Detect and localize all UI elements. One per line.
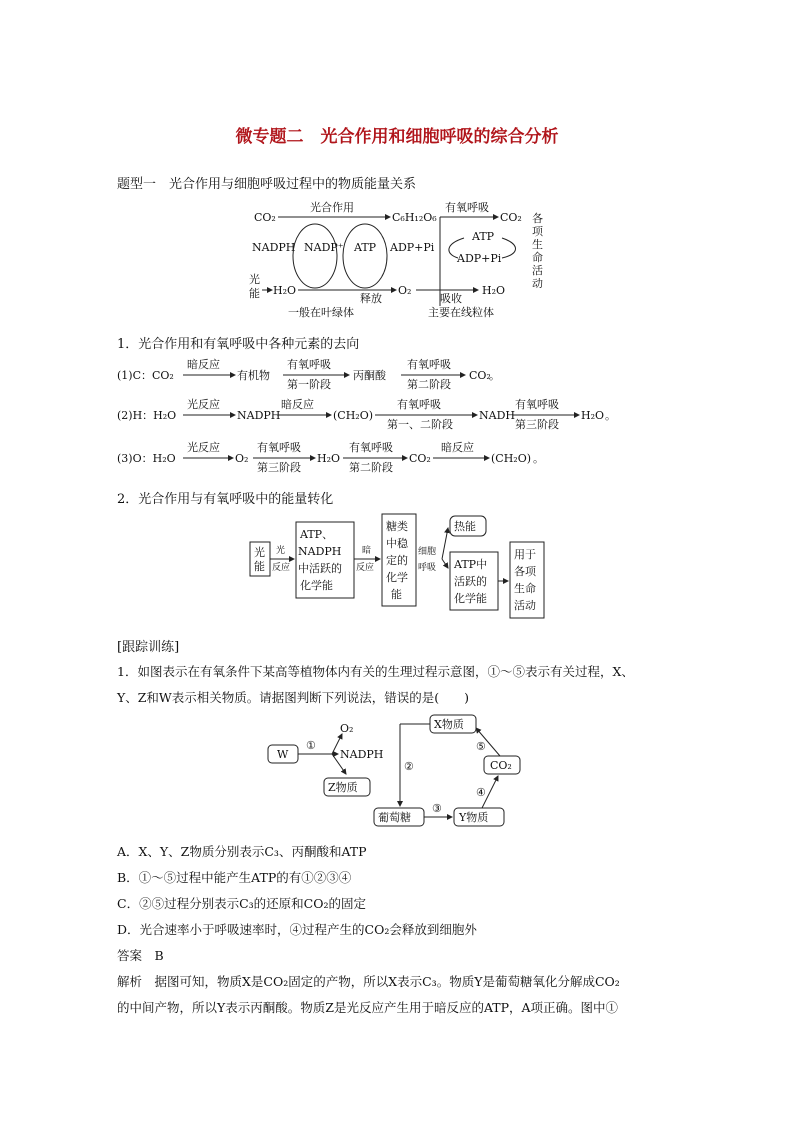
h-a3-bottom: 第一、二阶段: [387, 418, 453, 431]
d1-photosynthesis: 光合作用: [310, 201, 354, 214]
h-a3-top: 有氧呼吸: [397, 398, 441, 411]
d2-glucose: 葡萄糖: [378, 811, 411, 824]
c-s3: CO₂: [469, 369, 491, 382]
flow-use-box-2: 生命: [514, 582, 536, 595]
c-a3-top: 有氧呼吸: [407, 358, 451, 371]
d1-activity-5: 动: [532, 277, 543, 290]
d2-co2: CO₂: [490, 759, 512, 772]
d1-release: 释放: [360, 292, 382, 305]
d2-n3: ③: [432, 802, 442, 815]
option-b[interactable]: B．①～⑤过程中能产生ATP的有①②③④: [117, 870, 352, 885]
o-a4-top: 暗反应: [441, 441, 474, 454]
c-a2-top: 有氧呼吸: [287, 358, 331, 371]
c-end: 。: [489, 369, 500, 382]
o-s4: (CH₂O): [491, 452, 532, 465]
item2-heading: 2．光合作用与有氧呼吸中的能量转化: [117, 492, 334, 507]
d1-activity-3: 命: [532, 251, 543, 264]
d1-nadph: NADPH: [252, 241, 296, 254]
flow-box3-4: 能: [391, 588, 402, 601]
h-label: (2)H：H₂O: [117, 409, 177, 422]
flow-use-box-0: 用于: [514, 548, 536, 561]
d2-y: Y物质: [459, 811, 489, 824]
o-end: 。: [533, 452, 544, 465]
d1-light2: 能: [249, 287, 260, 300]
h-a2-top: 暗反应: [281, 398, 314, 411]
c-a3-bottom: 第二阶段: [407, 378, 451, 391]
analysis-line-1: 解析 据图可知，物质X是CO₂固定的产物，所以X表示C₃。物质Y是葡萄糖氧化分解成CO₂: [117, 974, 620, 989]
option-a[interactable]: A．X、Y、Z物质分别表示C₃、丙酮酸和ATP: [117, 844, 367, 859]
o-a3-bottom: 第二阶段: [349, 461, 393, 474]
question-1-diagram: [262, 712, 542, 830]
question-1-line-1: 1．如图表示在有氧条件下某高等植物体内有关的生理过程示意图，①～⑤表示有关过程，X、: [117, 664, 634, 679]
o-a2-top: 有氧呼吸: [257, 441, 301, 454]
flow-box2-1: NADPH: [298, 545, 342, 558]
d1-mitochondria: 主要在线粒体: [428, 306, 494, 319]
d1-adp2: ADP+Pi: [457, 252, 502, 265]
o-s2: H₂O: [317, 452, 341, 465]
o-s1: O₂: [235, 452, 249, 465]
flow-atp-box-1: 活跃的: [454, 575, 487, 588]
o-label: (3)O：H₂O: [117, 452, 176, 465]
flow-atp-box-2: 化学能: [454, 592, 487, 605]
flow-arrow2-0: 暗: [362, 546, 372, 556]
h-s3: NADH: [479, 409, 515, 422]
h-a4-bottom: 第三阶段: [515, 418, 559, 431]
flow-box2-2: 中活跃的: [298, 562, 342, 575]
flow-use-box-1: 各项: [514, 565, 536, 578]
o-s3: CO₂: [409, 452, 431, 465]
h-s4: H₂O: [581, 409, 605, 422]
flow-arrow2-1: 反应: [356, 563, 375, 573]
item1-heading: 1．光合作用和有氧呼吸中各种元素的去向: [117, 337, 360, 352]
option-d[interactable]: D．光合速率小于呼吸速率时，④过程产生的CO₂会释放到细胞外: [117, 922, 477, 937]
o-a3-top: 有氧呼吸: [349, 441, 393, 454]
d2-n1: ①: [306, 739, 316, 752]
h-a1-top: 光反应: [187, 398, 220, 411]
d2-n2: ②: [404, 760, 414, 773]
flow-box2-3: 化学能: [300, 579, 333, 592]
analysis-line-2: 的中间产物，所以Y表示丙酮酸。物质Z是光反应产生用于暗反应的ATP，A项正确。图中①: [117, 1000, 619, 1015]
flow-box3-2: 定的: [386, 554, 408, 567]
c-label: (1)C：CO₂: [117, 369, 174, 382]
d2-nadph: NADPH: [340, 748, 384, 761]
flow-arrow3-1: 呼吸: [418, 563, 437, 573]
flow-box3-3: 化学: [386, 571, 408, 584]
training-heading: [跟踪训练]: [117, 640, 180, 655]
d1-activity-1: 项: [532, 225, 543, 238]
element-pathways: [117, 352, 637, 482]
d1-activity-4: 活: [532, 264, 543, 277]
flow-box3-1: 中稳: [386, 537, 408, 550]
d1-atp: ATP: [354, 241, 377, 254]
energy-flow-diagram: [246, 510, 556, 622]
d1-glucose: C₆H₁₂O₆: [392, 211, 437, 224]
d2-o2: O₂: [340, 722, 354, 735]
o-a2-bottom: 第三阶段: [257, 461, 301, 474]
d1-adp: ADP+Pi: [390, 241, 435, 254]
d2-n4: ④: [476, 786, 486, 799]
flow-box3-0: 糖类: [386, 520, 408, 533]
d1-co2-right: CO₂: [500, 211, 522, 224]
h-a4-top: 有氧呼吸: [515, 398, 559, 411]
page-title: 微专题二 光合作用和细胞呼吸的综合分析: [235, 127, 559, 147]
d1-chloroplast: 一般在叶绿体: [288, 306, 354, 319]
c-a2-bottom: 第一阶段: [287, 378, 331, 391]
d1-nadp: NADP⁺: [304, 241, 344, 254]
d1-activity-0: 各: [532, 212, 543, 225]
c-s2: 丙酮酸: [353, 369, 386, 382]
d2-w: W: [277, 748, 289, 761]
o-a1-top: 光反应: [187, 441, 220, 454]
d2-x: X物质: [434, 718, 464, 731]
question-1-line-2: Y、Z和W表示相关物质。请据图判断下列说法，错误的是( ): [117, 690, 470, 705]
d1-atp2: ATP: [472, 230, 495, 243]
flow-arrow1-1: 反应: [272, 563, 291, 573]
h-s2: (CH₂O): [333, 409, 374, 422]
d1-o2: O₂: [398, 284, 412, 297]
section-heading-1: 题型一 光合作用与细胞呼吸过程中的物质能量关系: [117, 177, 417, 192]
d1-h2o-left: H₂O: [273, 284, 297, 297]
h-end: 。: [605, 409, 616, 422]
flow-arrow3-0: 细胞: [418, 547, 437, 557]
flow-box2-0: ATP、: [300, 528, 334, 541]
c-s1: 有机物: [237, 369, 270, 382]
option-c[interactable]: C．②⑤过程分别表示C₃的还原和CO₂的固定: [117, 896, 366, 911]
answer: 答案 B: [117, 948, 164, 963]
d1-absorb: 吸收: [440, 292, 462, 305]
flow-arrow1-0: 光: [276, 546, 286, 556]
flow-light-0: 光: [254, 546, 265, 559]
flow-atp-box-0: ATP中: [454, 558, 488, 571]
d1-h2o-right: H₂O: [482, 284, 506, 297]
d1-co2-left: CO₂: [254, 211, 276, 224]
flow-light-1: 能: [254, 560, 265, 573]
d1-light1: 光: [249, 273, 260, 286]
flow-use-box-3: 活动: [514, 599, 536, 612]
d1-activity-2: 生: [532, 238, 543, 251]
d2-n5: ⑤: [476, 740, 486, 753]
h-s1: NADPH: [237, 409, 281, 422]
diagram-photosynthesis-respiration: [240, 198, 570, 323]
flow-heat: 热能: [454, 520, 476, 533]
c-a1-top: 暗反应: [187, 358, 220, 371]
d1-aerobic: 有氧呼吸: [445, 201, 489, 214]
d2-z: Z物质: [328, 781, 358, 794]
